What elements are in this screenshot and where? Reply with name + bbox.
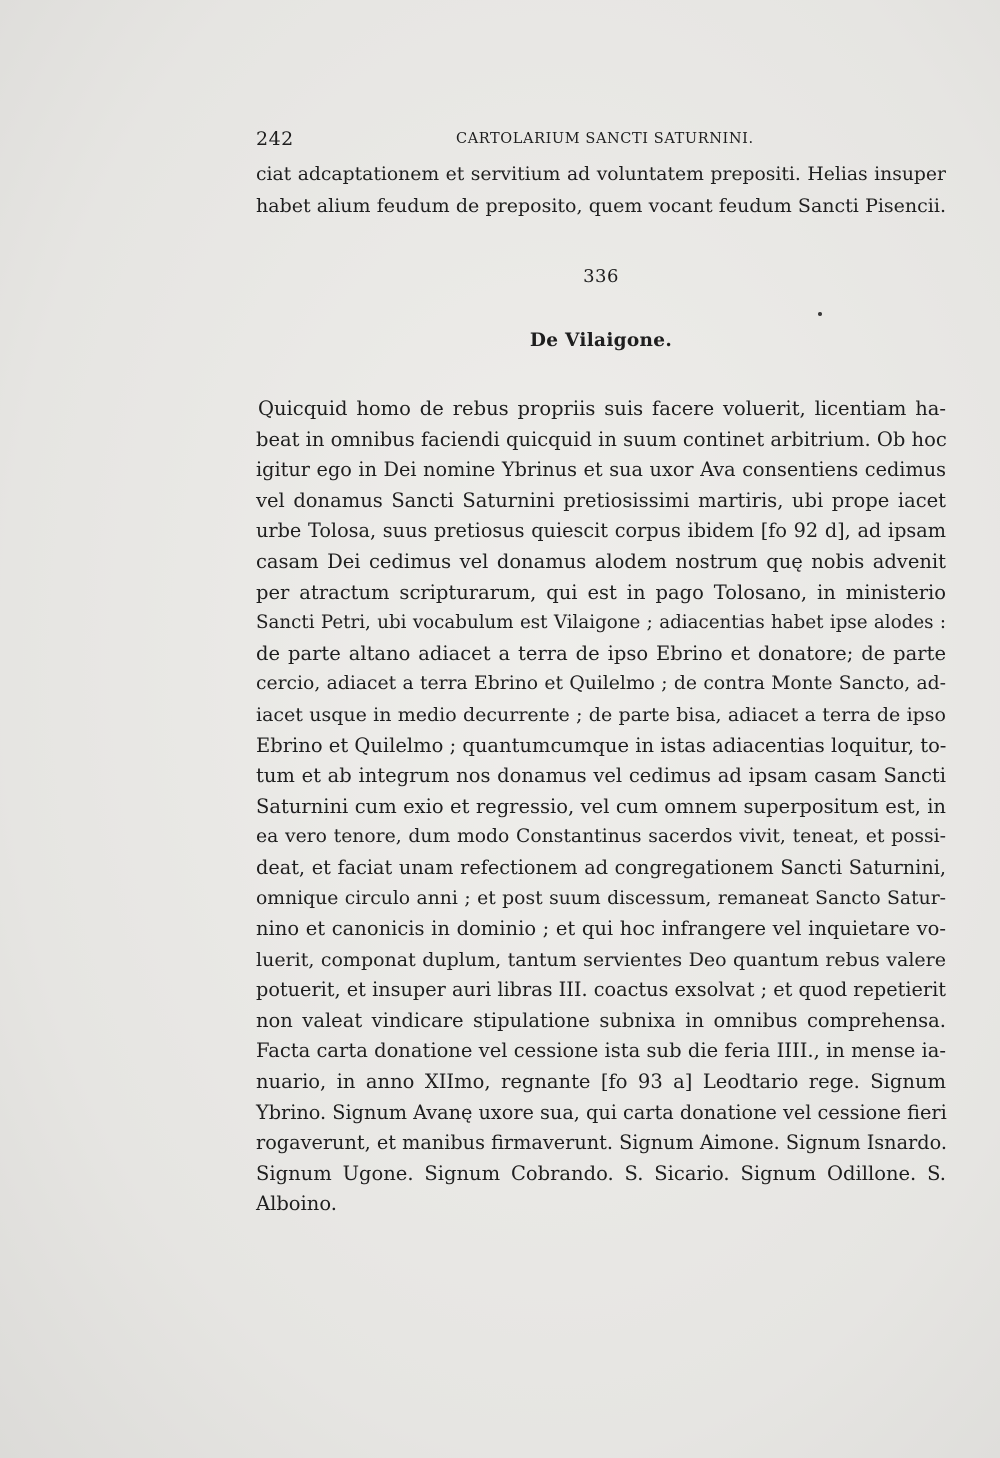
text-line: beat in omnibus faciendi quicquid in suum continet arbitrium. Ob hoc (256, 427, 947, 451)
text-line: Signum Ugone. Signum Cobrando. S. Sicario. Signum Odillone. S. (256, 1161, 946, 1185)
text-line: Sancti Petri, ubi vocabulum est Vilaigone ; adiacentias habet ipse alodes : (256, 612, 946, 634)
text-line: luerit, componat duplum, tantum servientes Deo quantum rebus valere (256, 948, 946, 971)
text-line: Facta carta donatione vel cessione ista sub die feria IIII., in mense ia- (256, 1039, 946, 1063)
page-header (256, 122, 946, 156)
text-line: potuerit, et insuper auri libras III. coactus exsolvat ; et quod repetierit (256, 978, 946, 1002)
text-line: omnique circulo anni ; et post suum discessum, remaneat Sancto Satur- (256, 887, 946, 909)
running-head: CARTOLARIUM SANCTI SATURNINI. (456, 131, 754, 147)
text-line: nuario, in anno XIImo, regnante [fo 93 a] Leodtario rege. Signum (256, 1070, 946, 1094)
charter-number: 336 (583, 266, 619, 287)
text-line: urbe Tolosa, suus pretiosus quiescit corpus ibidem [fo 92 d], ad ipsam (256, 519, 946, 543)
text-line: per atractum scripturarum, qui est in pago Tolosano, in ministerio (256, 580, 946, 604)
text-line: Saturnini cum exio et regressio, vel cum omnem superpositum est, in (256, 794, 946, 818)
text-line: iacet usque in medio decurrente ; de parte bisa, adiacet a terra de ipso (256, 703, 946, 726)
text-line: Ybrino. Signum Avanę uxore sua, qui carta donatione vel cessione fieri (256, 1100, 947, 1124)
text-line: nino et canonicis in dominio ; et qui hoc infrangere vel inquietare vo- (256, 917, 946, 941)
text-line: de parte altano adiacet a terra de ipso Ebrino et donatore; de parte (256, 641, 946, 665)
text-line: non valeat vindicare stipulatione subnixa in omnibus comprehensa. (256, 1008, 946, 1032)
text-line: tum et ab integrum nos donamus vel cedimus ad ipsam casam Sancti (256, 764, 946, 788)
text-line: Quicquid homo de rebus propriis suis facere voluerit, licentiam ha- (258, 397, 946, 420)
charter-title: De Vilaigone. (529, 330, 673, 351)
print-speck (818, 312, 822, 316)
text-line: deat, et faciat unam refectionem ad congregationem Sancti Saturnini, (256, 855, 946, 879)
text-line: rogaverunt, et manibus firmaverunt. Signum Aimone. Signum Isnardo. (256, 1131, 947, 1155)
page-number: 242 (256, 128, 294, 150)
text-line: habet alium feudum de preposito, quem vocant feudum Sancti Pisencii. (256, 194, 946, 217)
text-line: Alboino. (256, 1192, 337, 1216)
charter-body (256, 394, 946, 1220)
text-line: casam Dei cedimus vel donamus alodem nostrum quę nobis advenit (256, 549, 946, 573)
continuation-paragraph (256, 160, 946, 221)
text-line: cercio, adiacet a terra Ebrino et Quilelmo ; de contra Monte Sancto, ad- (256, 673, 946, 695)
text-line: Ebrino et Quilelmo ; quantumcumque in istas adiacentias loquitur, to- (256, 733, 947, 757)
text-line: ea vero tenore, dum modo Constantinus sacerdos vivit, teneat, et possi- (256, 826, 946, 848)
text-line: ciat adcaptationem et servitium ad voluntatem prepositi. Helias insuper (256, 164, 946, 185)
text-line: igitur ego in Dei nomine Ybrinus et sua uxor Ava consentiens cedimus (256, 458, 946, 482)
text-line: vel donamus Sancti Saturnini pretiosissimi martiris, ubi prope iacet (256, 488, 946, 512)
